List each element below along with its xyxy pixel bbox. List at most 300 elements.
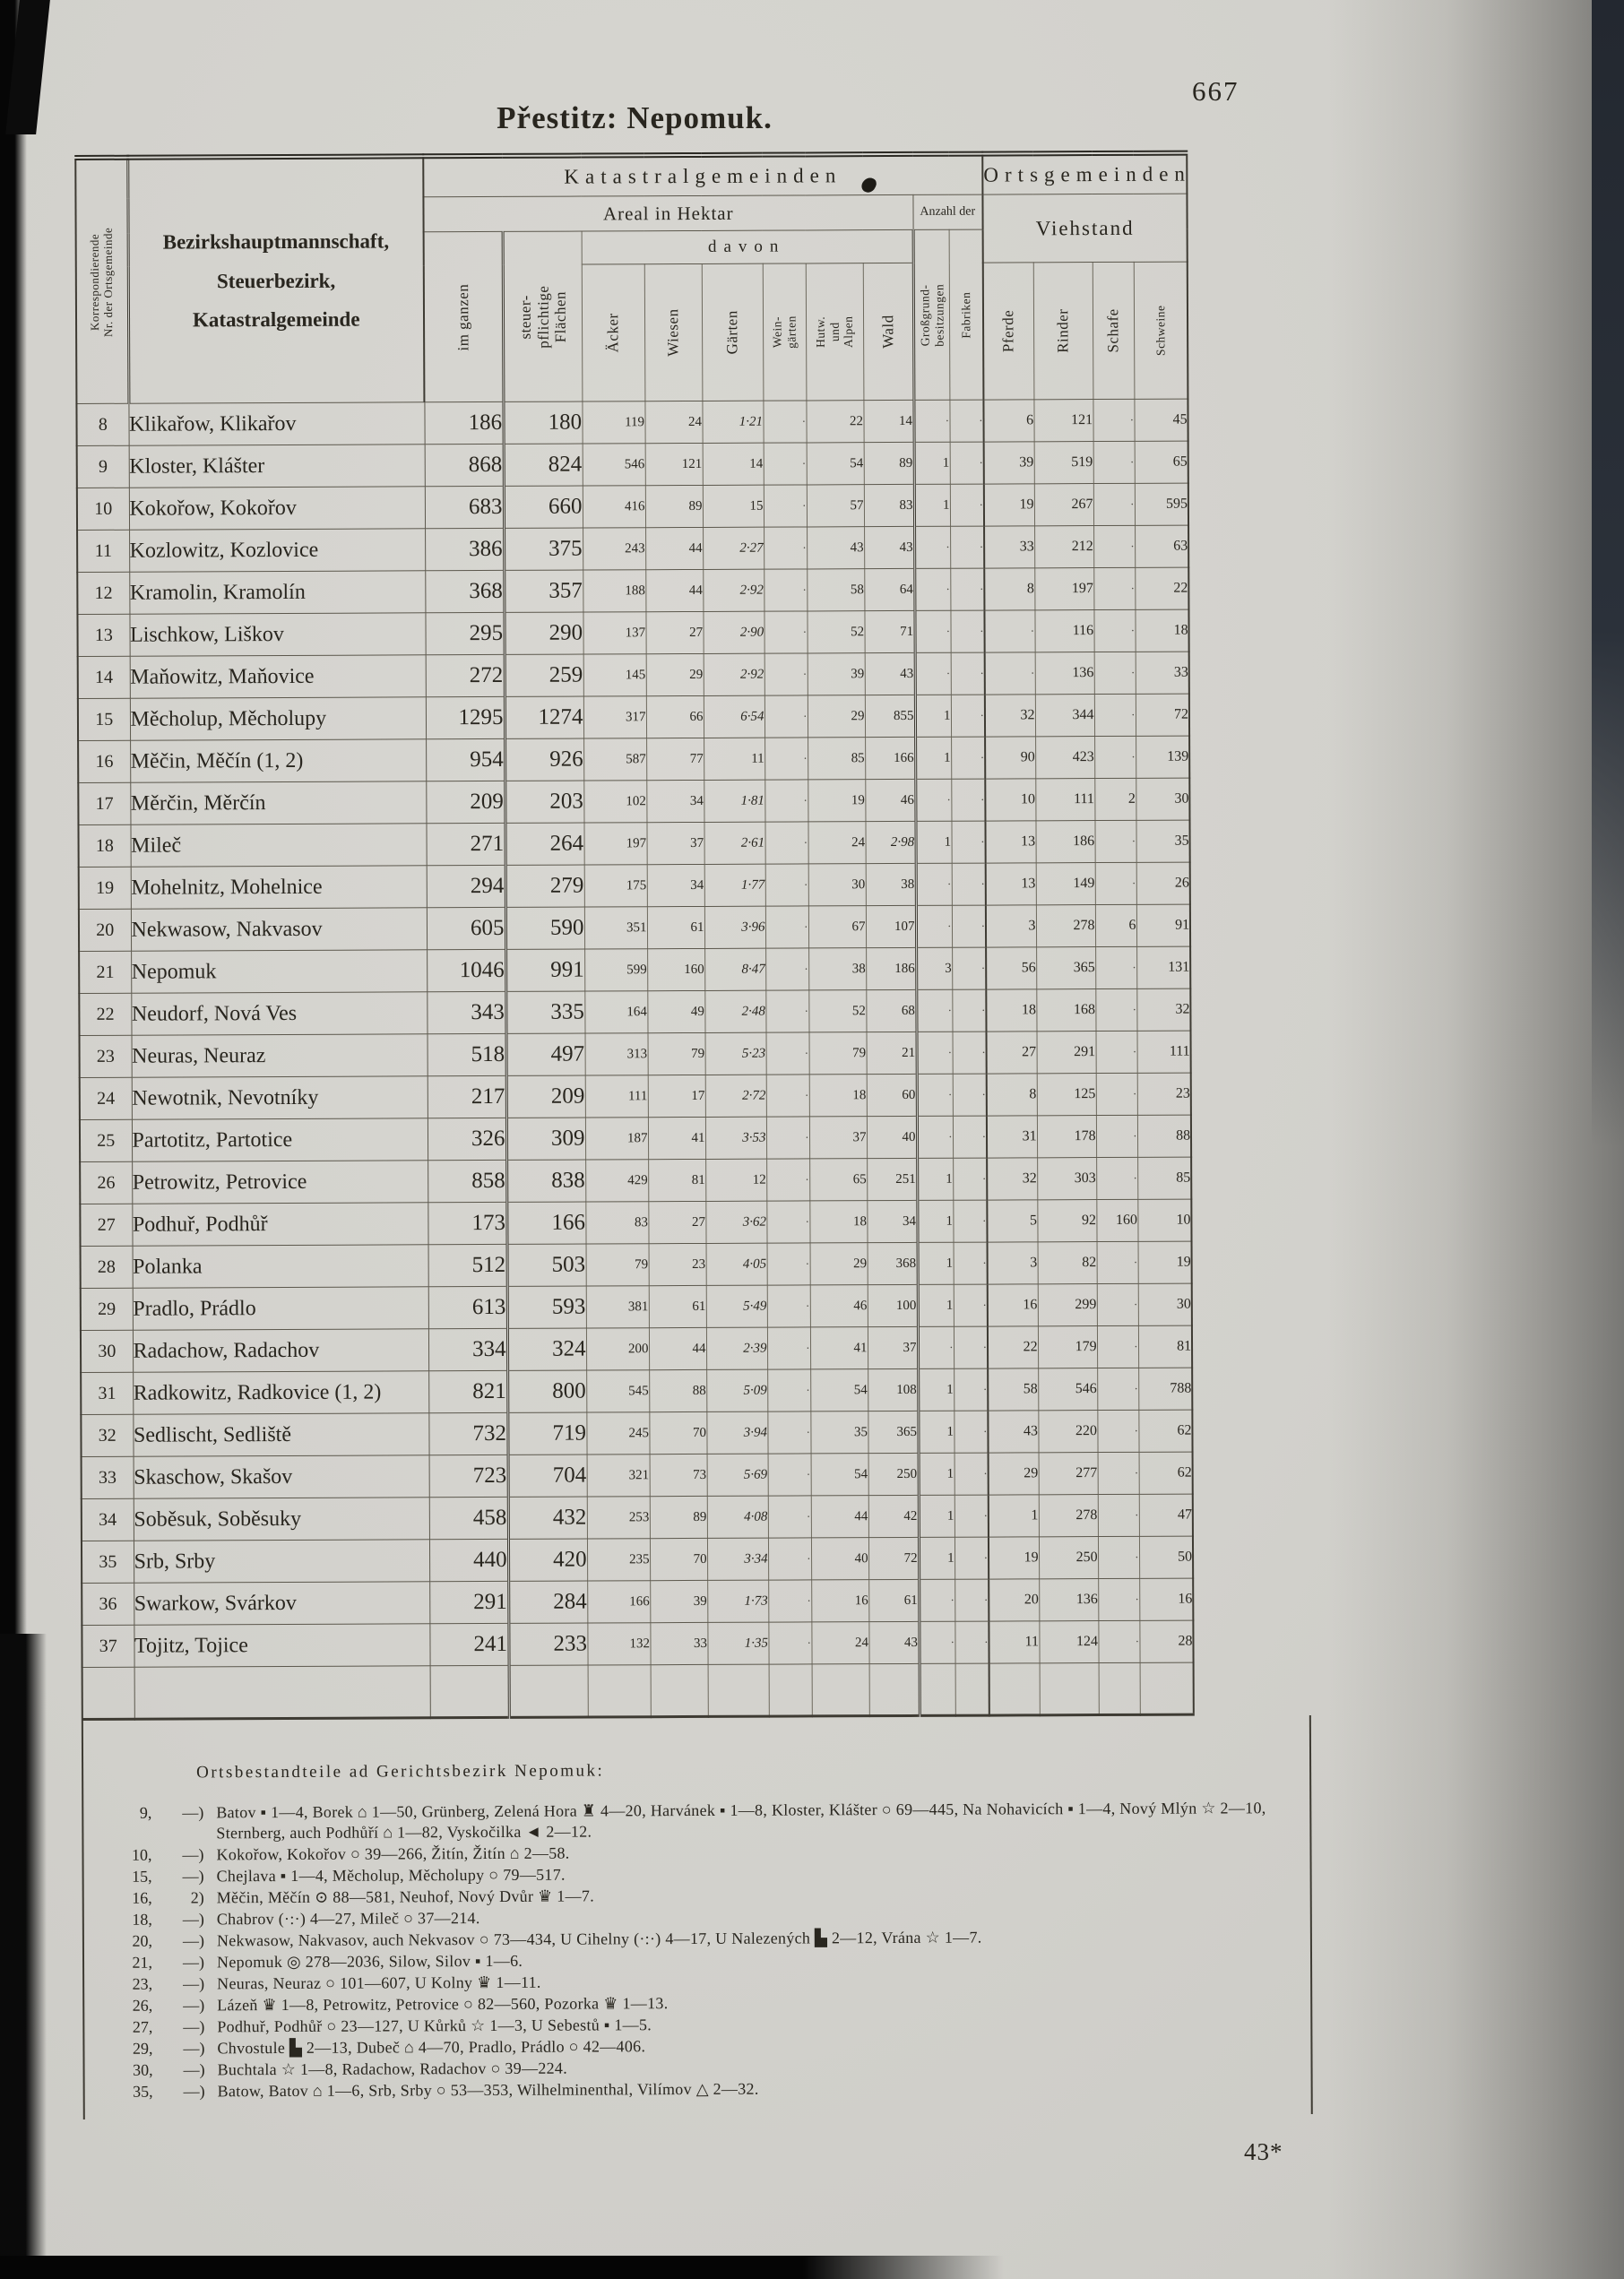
value-cell: ·: [765, 864, 808, 906]
value-cell: ·: [951, 821, 985, 863]
value-cell: 343: [427, 991, 505, 1033]
value-cell: ·: [766, 1159, 809, 1201]
value-cell: 40: [867, 1116, 917, 1158]
value-cell: 166: [587, 1581, 650, 1623]
value-cell: 660: [504, 486, 583, 528]
table-row: [78, 652, 1189, 698]
place-name: Radachow, Radachov: [133, 1329, 428, 1372]
place-name: Petrowitz, Petrovice: [132, 1161, 428, 1204]
value-cell: 44: [649, 1327, 706, 1369]
value-cell: 278: [1036, 905, 1095, 947]
value-cell: ·: [955, 1537, 989, 1579]
row-number: 17: [78, 782, 130, 824]
footnote-mark: —): [182, 1867, 204, 1886]
spacer-cell: [651, 1664, 708, 1716]
value-cell: 43: [988, 1411, 1038, 1453]
row-number: 28: [81, 1246, 133, 1288]
table-row: [76, 399, 1188, 445]
value-cell: 72: [1136, 694, 1189, 736]
value-cell: 61: [868, 1579, 919, 1621]
value-cell: 18: [1135, 609, 1188, 652]
value-cell: 5·23: [705, 1032, 766, 1075]
value-cell: 42: [868, 1495, 919, 1537]
place-name: Nekwasow, Nakvasov: [131, 908, 427, 951]
value-cell: 124: [1039, 1621, 1098, 1663]
value-cell: 209: [426, 781, 505, 823]
value-cell: 954: [426, 738, 505, 781]
value-cell: 119: [582, 401, 644, 444]
footnote-text: Chabrov (·:·) 4—27, Mileč ○ 37—214.: [216, 1909, 480, 1929]
spacer-cell: [769, 1664, 812, 1716]
value-cell: 67: [808, 906, 866, 948]
value-cell: 37: [809, 1117, 867, 1159]
value-cell: 243: [583, 528, 645, 570]
value-cell: 11: [989, 1621, 1039, 1663]
value-cell: ·: [767, 1411, 810, 1454]
value-cell: 250: [1039, 1537, 1098, 1579]
table-row: [79, 862, 1190, 909]
table-row: [81, 1241, 1192, 1288]
footnote-number: 21,: [132, 1953, 153, 1972]
value-cell: 233: [508, 1623, 587, 1665]
value-cell: 20: [989, 1579, 1039, 1621]
value-cell: 14: [863, 400, 913, 442]
value-cell: ·: [952, 947, 986, 989]
value-cell: ·: [916, 863, 952, 905]
value-cell: 89: [650, 1496, 707, 1538]
value-cell: 2·92: [703, 569, 764, 611]
value-cell: ·: [1093, 441, 1135, 483]
value-cell: 1: [915, 695, 951, 737]
value-cell: 838: [506, 1160, 585, 1202]
header-corr-nr-label: Korrespondierende Nr. der Ortsgemeinde: [87, 227, 115, 337]
value-cell: 116: [1034, 610, 1093, 652]
value-cell: 29: [646, 653, 704, 695]
row-number: 33: [82, 1456, 134, 1498]
value-cell: ·: [1093, 609, 1135, 652]
value-cell: 1·21: [702, 401, 763, 443]
value-cell: 71: [864, 610, 914, 652]
value-cell: 39: [650, 1580, 707, 1622]
value-cell: 723: [429, 1455, 508, 1497]
value-cell: 868: [425, 444, 504, 486]
value-cell: 429: [585, 1160, 648, 1202]
value-cell: 68: [866, 989, 916, 1032]
header-col-fabriken: [949, 229, 984, 400]
value-cell: ·: [767, 1285, 810, 1327]
value-cell: 33: [984, 526, 1034, 568]
value-cell: 321: [587, 1455, 650, 1497]
value-cell: 1: [919, 1453, 955, 1495]
value-cell: 29: [810, 1243, 868, 1285]
row-number: 14: [78, 656, 130, 698]
footnote-text: Kokořow, Kokořov ○ 39—266, Žitín, Žitín ⌂ 2—58.: [216, 1843, 570, 1864]
value-cell: 22: [988, 1326, 1038, 1368]
page-left-bottom-shadow: [0, 1634, 47, 2279]
spacer-row: [82, 1662, 1194, 1719]
value-cell: 217: [428, 1075, 506, 1118]
value-cell: 19: [989, 1537, 1039, 1579]
place-name: Partotitz, Partotice: [132, 1118, 428, 1161]
value-cell: 2·90: [703, 611, 764, 653]
value-cell: ·: [955, 1495, 989, 1537]
value-cell: ·: [984, 610, 1034, 652]
footnote-number: 27,: [132, 2017, 153, 2036]
value-cell: 4·05: [706, 1243, 767, 1285]
value-cell: ·: [954, 1368, 988, 1411]
value-cell: ·: [951, 737, 985, 779]
value-cell: 178: [1037, 1116, 1096, 1158]
table-row: [79, 904, 1190, 951]
value-cell: 546: [1038, 1368, 1097, 1411]
page-bottom-edge-shadow: [0, 2256, 1004, 2279]
value-cell: 58: [807, 569, 864, 611]
value-cell: 250: [868, 1453, 919, 1495]
value-cell: 79: [648, 1032, 705, 1075]
place-name: Nepomuk: [131, 950, 427, 993]
value-cell: 22: [1135, 567, 1188, 609]
value-cell: 3·94: [706, 1411, 767, 1454]
value-cell: ·: [765, 948, 808, 990]
row-number: 16: [78, 740, 130, 782]
value-cell: 131: [1136, 946, 1190, 988]
header-main-cell: Bezirkshauptmannschaft, Steuerbezirk, Katastralgemeinde: [127, 156, 424, 403]
weingaerten-label: Wein- gärten: [770, 315, 799, 349]
value-cell: 61: [647, 906, 704, 948]
value-cell: 317: [583, 696, 646, 738]
value-cell: 519: [1034, 442, 1093, 484]
value-cell: ·: [766, 1117, 809, 1159]
value-cell: 30: [1136, 778, 1189, 820]
value-cell: ·: [1096, 1157, 1137, 1199]
wiesen-label: Wiesen: [664, 308, 682, 357]
value-cell: 309: [506, 1118, 585, 1160]
value-cell: 14: [703, 443, 764, 485]
value-cell: 149: [1036, 863, 1095, 905]
schafe-label: Schafe: [1104, 308, 1122, 353]
value-cell: ·: [955, 1453, 989, 1495]
table-row: [78, 820, 1189, 867]
spacer-cell: [989, 1663, 1040, 1715]
value-cell: 3·96: [704, 906, 765, 948]
footnote-text: Batov ▪ 1—4, Borek ⌂ 1—50, Grünberg, Zelená Hora ♜ 4—20, Harvánek ▪ 1—8, Kloster, Klášter ○ 69—445, Na Nohavicích ▪ 1—4, Nový Mlýn ☆ 2—10, Sternberg, auch Podhůří ⌂ 1—82, Vyskočilka ◄ 2—12.: [216, 1799, 1266, 1843]
row-number: 34: [82, 1498, 134, 1541]
value-cell: 111: [585, 1075, 648, 1118]
footnote-text: Nekwasow, Nakvasov, auch Nekvasov ○ 73—434, U Cihelny (·:·) 4—17, U Nalezených ▙ 2—12, Vrána ☆ 1—7.: [216, 1928, 982, 1950]
value-cell: 32: [985, 695, 1035, 737]
value-cell: 245: [586, 1412, 649, 1455]
value-cell: 683: [425, 486, 504, 528]
value-cell: 43: [807, 527, 864, 569]
footnote-mark: —): [183, 2082, 205, 2101]
row-number: 8: [76, 403, 128, 445]
header-col-hutweiden: [806, 263, 864, 401]
value-cell: ·: [914, 610, 950, 652]
table-row: [78, 736, 1189, 782]
value-cell: 386: [425, 528, 504, 570]
value-cell: 160: [647, 948, 704, 990]
value-cell: 326: [428, 1118, 506, 1160]
row-number: 31: [81, 1372, 133, 1414]
value-cell: 5·49: [706, 1285, 767, 1327]
row-number: 30: [81, 1330, 133, 1372]
wald-label: Wald: [878, 315, 896, 349]
value-cell: ·: [951, 652, 985, 695]
value-cell: ·: [768, 1580, 811, 1622]
footnote-number: 29,: [132, 2039, 153, 2058]
value-cell: 79: [586, 1244, 649, 1286]
footnote-mark: —): [183, 2039, 205, 2058]
value-cell: 593: [507, 1286, 586, 1328]
row-number: 21: [79, 951, 131, 993]
header-col-wald: [863, 263, 914, 400]
hutweiden-label: Hutw. und Alpen: [813, 315, 855, 349]
value-cell: ·: [764, 443, 807, 485]
value-cell: 145: [583, 654, 646, 696]
value-cell: 187: [585, 1118, 648, 1160]
value-cell: 100: [868, 1284, 918, 1326]
grossgrundbesitzungen-label: Großgrund- besitzungen: [917, 283, 946, 347]
value-cell: ·: [764, 527, 807, 569]
value-cell: 1·35: [707, 1622, 768, 1664]
value-cell: 17: [648, 1075, 705, 1117]
value-cell: ·: [1096, 1073, 1137, 1115]
value-cell: 220: [1038, 1411, 1097, 1453]
value-cell: 27: [645, 611, 703, 653]
value-cell: 1·77: [704, 864, 765, 906]
value-cell: 45: [1134, 399, 1188, 441]
value-cell: 85: [1137, 1157, 1191, 1199]
value-cell: 57: [807, 485, 864, 527]
value-cell: 35: [810, 1411, 868, 1454]
value-cell: 197: [583, 823, 646, 865]
footnotes-list: [98, 1798, 1283, 2102]
place-name: Podhuř, Podhůř: [132, 1203, 428, 1246]
value-cell: 420: [508, 1539, 587, 1581]
value-cell: ·: [766, 1075, 809, 1117]
value-cell: ·: [916, 905, 952, 947]
table-row: [77, 441, 1188, 488]
value-cell: ·: [764, 695, 808, 738]
value-cell: ·: [768, 1454, 811, 1496]
value-cell: 991: [505, 949, 584, 991]
value-cell: ·: [952, 989, 986, 1032]
value-cell: ·: [1095, 946, 1136, 988]
value-cell: 63: [1135, 525, 1188, 567]
value-cell: ·: [1097, 1283, 1138, 1325]
value-cell: 108: [868, 1368, 918, 1411]
value-cell: 357: [504, 570, 583, 612]
value-cell: ·: [1098, 1536, 1139, 1578]
value-cell: ·: [951, 779, 985, 821]
value-cell: 267: [1034, 484, 1093, 526]
value-cell: 5·69: [707, 1454, 768, 1496]
value-cell: 64: [864, 568, 914, 610]
value-cell: 8·47: [704, 948, 765, 990]
value-cell: 1274: [505, 696, 583, 738]
value-cell: 62: [1139, 1452, 1193, 1494]
value-cell: 272: [426, 654, 505, 696]
value-cell: 43: [865, 652, 915, 695]
table-row: [77, 525, 1188, 572]
value-cell: 5·09: [706, 1369, 767, 1411]
value-cell: 8: [987, 1074, 1037, 1116]
footnote-number: 35,: [133, 2082, 153, 2101]
value-cell: ·: [954, 1284, 988, 1326]
value-cell: ·: [1098, 1578, 1139, 1620]
value-cell: 77: [646, 738, 704, 780]
table-row: [81, 1325, 1192, 1372]
value-cell: 164: [584, 991, 647, 1033]
value-cell: 38: [808, 948, 866, 990]
value-cell: ·: [764, 569, 807, 611]
value-cell: 70: [650, 1538, 707, 1580]
place-name: Mohelnitz, Mohelnice: [131, 866, 427, 909]
value-cell: 3: [916, 947, 952, 989]
value-cell: ·: [1094, 736, 1136, 778]
value-cell: 188: [583, 570, 645, 612]
place-name: Neuras, Neuraz: [132, 1034, 428, 1077]
signature-mark: 43*: [1244, 2138, 1283, 2165]
header-col-steuerpflichtige: [503, 231, 583, 401]
spacer-cell: [1140, 1662, 1194, 1714]
value-cell: ·: [764, 780, 808, 822]
value-cell: 800: [507, 1370, 586, 1412]
header-group-ortsgemeinden: Ortsgemeinden: [982, 153, 1187, 194]
value-cell: 590: [505, 907, 584, 949]
place-name: Polanka: [133, 1245, 428, 1288]
value-cell: 303: [1037, 1158, 1096, 1200]
value-cell: ·: [764, 653, 808, 695]
value-cell: 19: [984, 484, 1034, 526]
value-cell: 81: [648, 1159, 705, 1201]
value-cell: 85: [808, 738, 865, 780]
value-cell: 824: [504, 444, 583, 486]
place-name: Mileč: [130, 824, 426, 867]
row-number: 10: [77, 488, 129, 530]
value-cell: 2·98: [865, 821, 915, 863]
value-cell: 1: [915, 737, 951, 779]
value-cell: 788: [1138, 1368, 1192, 1410]
value-cell: 24: [808, 822, 865, 864]
value-cell: 73: [650, 1454, 707, 1496]
header-col-pferde: [983, 263, 1034, 400]
value-cell: 704: [508, 1455, 587, 1497]
header-anzahl-der: Anzahl der: [912, 194, 982, 229]
spacer-cell: [430, 1665, 509, 1717]
value-cell: 10: [985, 779, 1035, 821]
value-cell: 6: [983, 400, 1033, 442]
schweine-label: Schweine: [1153, 305, 1168, 356]
value-cell: 10: [1137, 1199, 1191, 1241]
value-cell: 30: [808, 864, 866, 906]
row-number: 36: [82, 1583, 134, 1625]
place-name: Měčin, Měčín (1, 2): [130, 739, 426, 782]
value-cell: 39: [984, 442, 1034, 484]
value-cell: 132: [587, 1623, 650, 1665]
value-cell: 3: [988, 1242, 1038, 1284]
table-row: [79, 988, 1190, 1035]
value-cell: 1: [989, 1495, 1039, 1537]
footnote-mark: —): [182, 1910, 204, 1929]
value-cell: 54: [810, 1369, 868, 1411]
value-cell: ·: [1093, 567, 1135, 609]
row-number: 24: [80, 1077, 132, 1119]
value-cell: 3: [986, 905, 1036, 947]
place-name: Klikařow, Klikařov: [128, 402, 424, 445]
value-cell: 19: [808, 780, 865, 822]
value-cell: ·: [915, 779, 951, 821]
value-cell: ·: [950, 526, 984, 568]
value-cell: 271: [426, 823, 505, 865]
row-number: 35: [82, 1541, 134, 1583]
value-cell: 90: [985, 737, 1035, 779]
value-cell: 23: [649, 1243, 706, 1285]
value-cell: 179: [1038, 1326, 1097, 1368]
value-cell: 1: [914, 484, 950, 526]
value-cell: ·: [763, 401, 806, 443]
place-name: Kozlowitz, Kozlovice: [129, 529, 425, 572]
value-cell: 855: [865, 695, 915, 737]
value-cell: 34: [646, 780, 704, 822]
place-name: Newotnik, Nevotníky: [132, 1076, 428, 1119]
value-cell: 27: [987, 1032, 1037, 1074]
footnote-text: Měčin, Měčín ⊙ 88—581, Neuhof, Nový Dvůr ♛ 1—7.: [216, 1886, 595, 1907]
place-name: Kloster, Klášter: [129, 445, 425, 488]
value-cell: 72: [868, 1537, 919, 1579]
footnote-mark: —): [182, 1931, 204, 1950]
value-cell: 365: [868, 1411, 918, 1453]
value-cell: ·: [767, 1243, 810, 1285]
row-number: 22: [79, 993, 131, 1035]
value-cell: 6·54: [704, 695, 764, 738]
value-cell: 13: [986, 821, 1036, 863]
value-cell: 605: [427, 907, 505, 949]
value-cell: ·: [767, 1369, 810, 1411]
value-cell: 92: [1037, 1200, 1096, 1242]
value-cell: 4·08: [707, 1496, 768, 1538]
table-body: [76, 399, 1193, 1719]
value-cell: 28: [1139, 1620, 1193, 1662]
row-number: 9: [77, 445, 129, 488]
value-cell: 26: [1136, 862, 1190, 904]
value-cell: 166: [865, 737, 915, 779]
value-cell: 2·39: [706, 1327, 767, 1369]
value-cell: ·: [953, 1200, 987, 1242]
value-cell: 166: [506, 1202, 585, 1244]
footnote-text: Neuras, Neuraz ○ 101—607, U Kolny ♛ 1—11.: [217, 1973, 541, 1993]
statistics-table: [74, 151, 1195, 1721]
value-cell: ·: [1093, 483, 1135, 525]
value-cell: 34: [867, 1200, 917, 1242]
value-cell: 259: [505, 654, 583, 696]
value-cell: 2·61: [704, 822, 764, 864]
table-row: [78, 694, 1189, 740]
value-cell: 497: [506, 1033, 585, 1075]
value-cell: 29: [989, 1453, 1039, 1495]
row-number: 26: [80, 1161, 132, 1204]
value-cell: ·: [1096, 1031, 1137, 1073]
value-cell: 60: [867, 1074, 917, 1116]
value-cell: 180: [503, 401, 582, 444]
value-cell: ·: [953, 1116, 987, 1158]
value-cell: ·: [1095, 820, 1136, 862]
spacer-nr: [82, 1667, 134, 1719]
value-cell: 70: [649, 1411, 706, 1454]
value-cell: 18: [809, 1201, 867, 1243]
fabriken-label: Fabriken: [958, 291, 973, 339]
spacer-cell: [869, 1663, 920, 1715]
